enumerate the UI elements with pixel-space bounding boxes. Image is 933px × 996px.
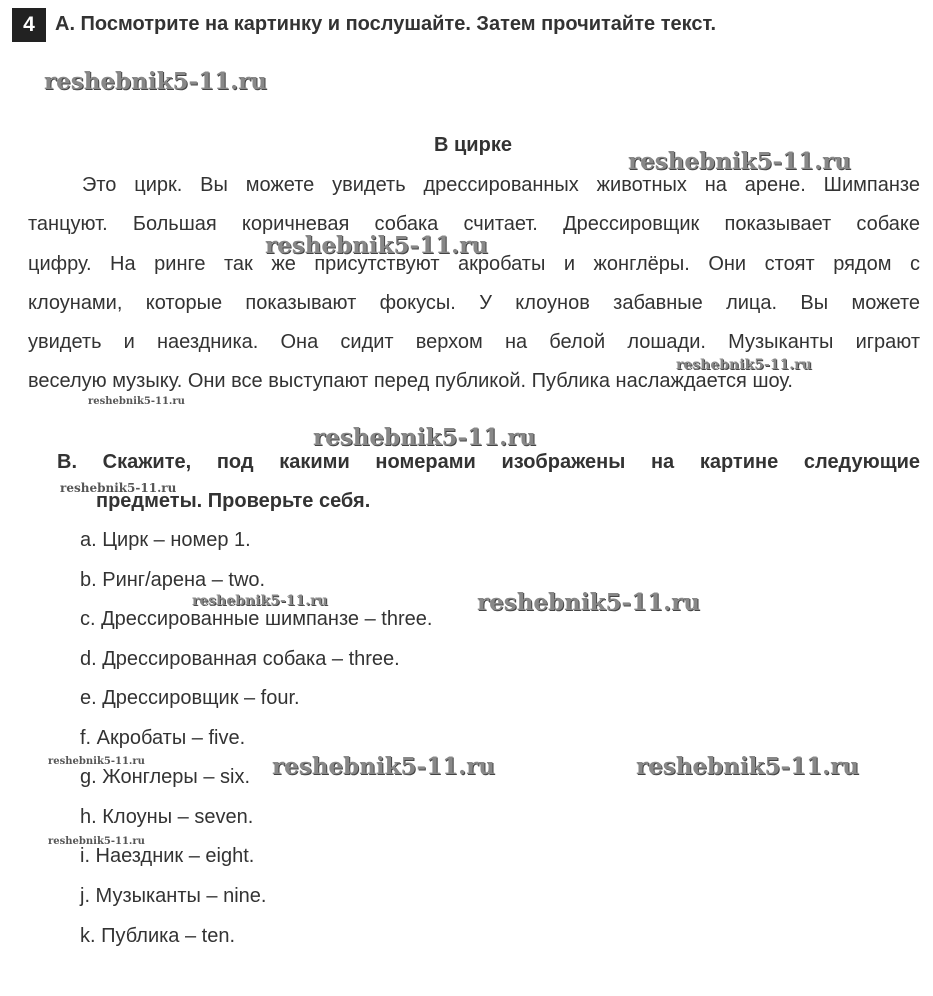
answer-item: k. Публика – ten. <box>80 925 236 947</box>
part-b-heading: B. Скажите, под какими номерами изображены на картине следующие <box>57 451 920 473</box>
answer-item: g. Жонглеры – six. <box>80 766 251 788</box>
answer-item: h. Клоуны – seven. <box>80 806 254 828</box>
part-a-heading: A. Посмотрите на картинку и послушайте. Затем прочитайте текст. <box>55 13 717 35</box>
exercise-number: 4 <box>12 8 46 42</box>
answer-item: d. Дрессированная собака – three. <box>80 648 400 670</box>
answer-item: a. Цирк – номер 1. <box>80 529 251 551</box>
watermark: reshebnik5-11.ru <box>265 232 488 259</box>
watermark: reshebnik5-11.ru <box>636 753 859 780</box>
watermark: reshebnik5-11.ru <box>477 589 700 616</box>
watermark: reshebnik5-11.ru <box>48 836 145 847</box>
answer-item: j. Музыканты – nine. <box>80 885 267 907</box>
answer-item: b. Ринг/арена – two. <box>80 569 266 591</box>
watermark: reshebnik5-11.ru <box>313 424 536 451</box>
watermark: reshebnik5-11.ru <box>48 756 145 767</box>
answer-item: e. Дрессировщик – four. <box>80 687 300 709</box>
answer-item: f. Акробаты – five. <box>80 727 246 749</box>
paragraph-line: клоунами, которые показывают фокусы. У клоунов забавные лица. Вы можете <box>28 292 920 314</box>
watermark: reshebnik5-11.ru <box>628 148 851 175</box>
paragraph-line: веселую музыку. Они все выступают перед публикой. Публика наслаждается шоу. <box>28 370 793 392</box>
part-b-heading-cont: предметы. Проверьте себя. <box>96 490 371 512</box>
answer-item: c. Дрессированные шимпанзе – three. <box>80 608 433 630</box>
paragraph-line: цифру. На ринге так же присутствуют акробаты и жонглёры. Они стоят рядом с <box>28 253 920 275</box>
text-title: В цирке <box>434 134 512 156</box>
watermark: reshebnik5-11.ru <box>60 481 177 495</box>
answer-item: i. Наездник – eight. <box>80 845 255 867</box>
watermark: reshebnik5-11.ru <box>272 753 495 780</box>
watermark: reshebnik5-11.ru <box>44 68 267 95</box>
watermark: reshebnik5-11.ru <box>88 396 185 407</box>
watermark: reshebnik5-11.ru <box>676 357 812 373</box>
paragraph-line: танцуют. Большая коричневая собака считает. Дрессировщик показывает собаке <box>28 213 920 235</box>
paragraph-line: Это цирк. Вы можете увидеть дрессированных животных на арене. Шимпанзе <box>82 174 920 196</box>
paragraph-line: увидеть и наездника. Она сидит верхом на белой лошади. Музыканты играют <box>28 331 920 353</box>
watermark: reshebnik5-11.ru <box>192 593 328 609</box>
